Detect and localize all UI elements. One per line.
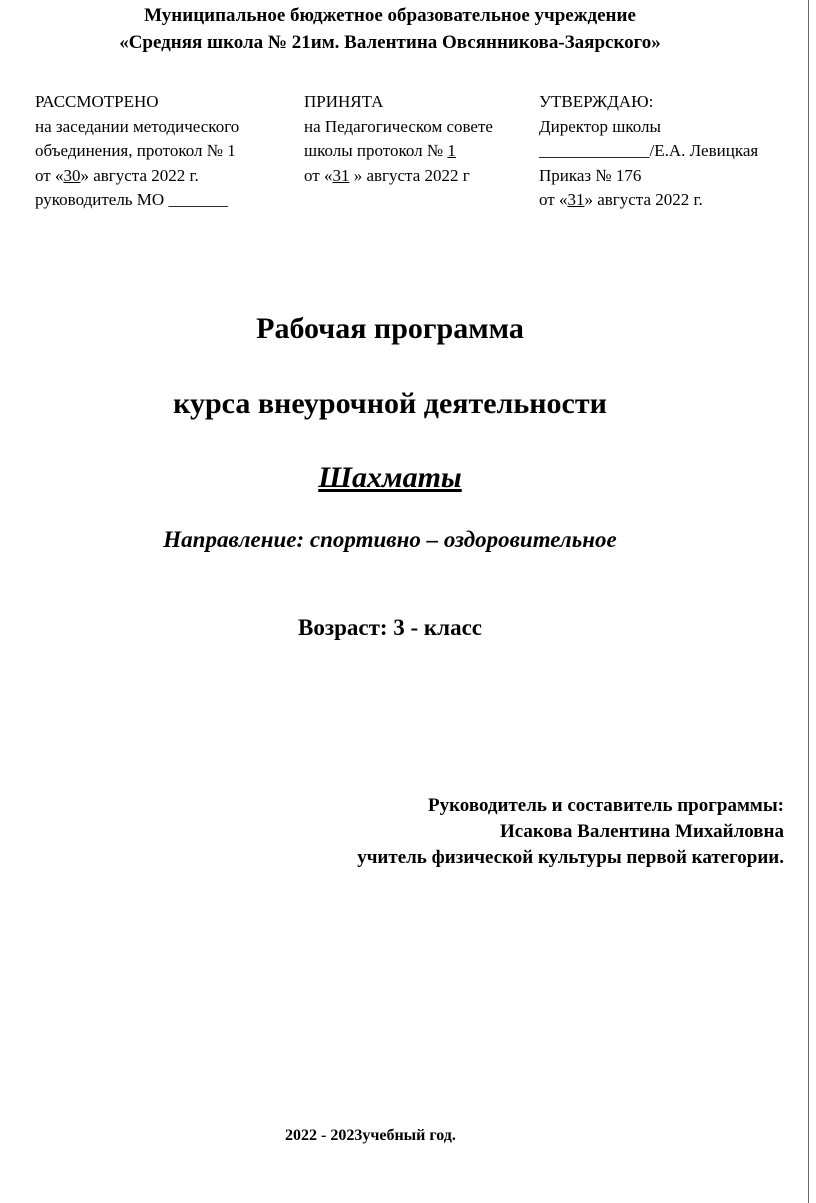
adopted-date-prefix: от « (304, 165, 333, 185)
adopted-heading: ПРИНЯТА (304, 92, 384, 111)
approved-date-prefix: от « (539, 190, 568, 210)
adopted-line1: на Педагогическом совете (304, 116, 493, 136)
author-name: Исакова Валентина Михайловна (499, 821, 784, 842)
program-age: Возраст: 3 - класс (297, 615, 483, 640)
approved-date-day: 31 (567, 190, 585, 210)
approved-line1: Директор школы (539, 116, 661, 136)
adopted-date-suffix: » августа 2022 г (349, 165, 470, 185)
approved-heading: УТВЕРЖДАЮ: (539, 92, 654, 111)
adopted-protocol-number: 1 (447, 141, 456, 161)
academic-year: 2022 - 2023учебный год. (285, 1127, 456, 1144)
approved-date-suffix: » августа 2022 г. (584, 190, 703, 210)
organization-name-line1: Муниципальное бюджетное образовательное учреждение (144, 5, 636, 26)
program-direction: Направление: спортивно – оздоровительное (163, 527, 617, 552)
considered-heading: РАССМОТРЕНО (35, 92, 159, 111)
approved-order: Приказ № 176 (539, 165, 642, 185)
program-title: Рабочая программа (256, 312, 524, 345)
adopted-protocol (304, 139, 493, 164)
author-block (357, 793, 784, 871)
adopted-block (304, 90, 493, 188)
considered-date (35, 164, 239, 189)
considered-line1: на заседании методического (35, 116, 240, 136)
considered-block (35, 90, 239, 213)
adopted-date (304, 164, 493, 189)
considered-date-prefix: от « (35, 165, 64, 185)
program-subtitle: курса внеурочной деятельности (173, 387, 607, 420)
organization-name-line2: «Средняя школа № 21им. Валентина Овсянникова-Заярского» (119, 32, 661, 53)
considered-line2: объединения, протокол № 1 (35, 141, 236, 161)
course-name: Шахматы (318, 461, 462, 494)
considered-head-signature: руководитель МО _______ (35, 190, 228, 210)
approved-block (539, 90, 758, 213)
approved-director-signature: _____________/Е.А. Левицкая (539, 141, 759, 161)
page-edge-line (808, 0, 809, 1203)
author-position: учитель физической культуры первой категории. (357, 847, 784, 868)
approved-date (539, 188, 758, 213)
adopted-protocol-prefix: школы протокол № (304, 141, 448, 161)
considered-date-day: 30 (63, 165, 81, 185)
adopted-date-day: 31 (332, 165, 350, 185)
author-label: Руководитель и составитель программы: (427, 795, 784, 816)
considered-date-suffix: » августа 2022 г. (80, 165, 199, 185)
